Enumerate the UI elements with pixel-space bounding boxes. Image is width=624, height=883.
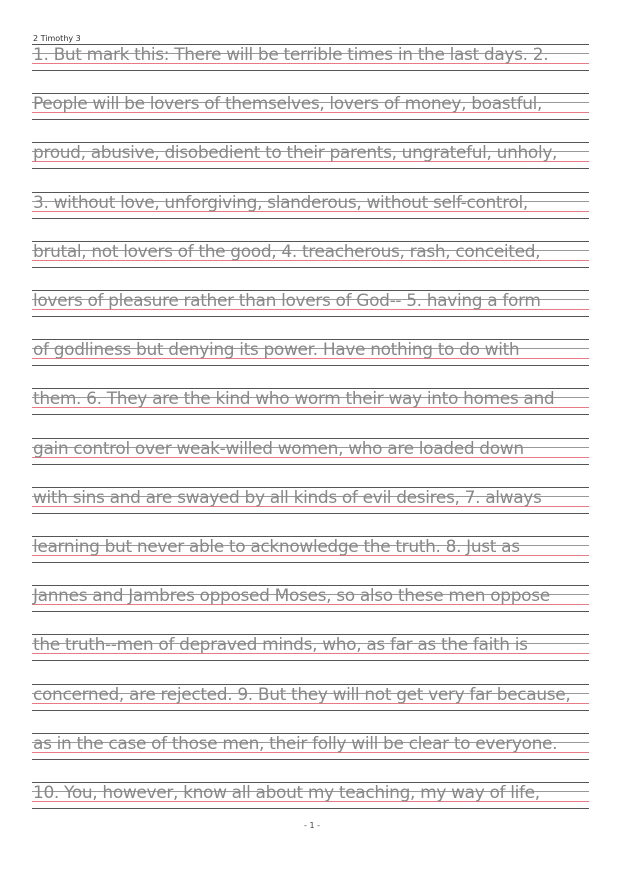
trace-text: 10. You, however, know all about my teaching, my way of life, [33,783,540,803]
trace-text: the truth--men of depraved minds, who, as far as the faith is [33,635,528,656]
practice-row [32,487,589,523]
trace-text: with sins and are swayed by all kinds of evil desires, 7. always [33,487,542,508]
trace-text: concerned, are rejected. 9. But they will not get very far because, [33,684,571,705]
trace-text: Jannes and Jambres opposed Moses, so also these men oppose [33,586,550,607]
practice-row [32,388,589,424]
ruled-guide-line [32,611,589,612]
practice-row [32,142,589,178]
trace-text: lovers of pleasure rather than lovers of God-- 5. having a form [33,291,541,311]
ruled-guide-line [32,414,589,415]
practice-row [32,241,589,277]
handwriting-practice-sheet [32,0,589,883]
ruled-guide-line [32,365,589,366]
practice-row [32,634,589,670]
ruled-guide-line [32,316,589,317]
practice-row [32,438,589,474]
practice-row [32,44,589,80]
trace-text: brutal, not lovers of the good, 4. treacherous, rash, conceited, [33,241,541,262]
practice-row [32,585,589,621]
page-number: - 1 - [304,821,320,830]
trace-text: gain control over weak-willed women, who are loaded down [33,438,524,459]
ruled-guide-line [32,218,589,219]
ruled-guide-line [32,119,589,120]
practice-row [32,192,589,228]
trace-text: them. 6. They are the kind who worm their way into homes and [33,389,555,410]
trace-text: learning but never able to acknowledge the truth. 8. Just as [33,537,520,557]
practice-row [32,93,589,129]
practice-row [32,684,589,720]
practice-row [32,290,589,326]
practice-row [32,536,589,572]
ruled-guide-line [32,513,589,514]
ruled-guide-line [32,562,589,563]
ruled-guide-line [32,660,589,661]
trace-text: 3. without love, unforgiving, slanderous, without self-control, [33,192,528,213]
trace-text: 1. But mark this: There will be terrible times in the last days. 2. [33,45,549,65]
page-header: 2 Timothy 3 [33,34,81,43]
practice-row [32,339,589,375]
trace-text: of godliness but denying its power. Have nothing to do with [33,340,520,361]
ruled-guide-line [32,267,589,268]
trace-text: as in the case of those men, their folly will be clear to everyone. [33,733,558,754]
practice-row [32,782,589,818]
practice-row [32,733,589,769]
trace-text: People will be lovers of themselves, lovers of money, boastful, [33,94,543,115]
ruled-guide-line [32,464,589,465]
ruled-guide-line [32,759,589,760]
ruled-guide-line [32,808,589,809]
ruled-guide-line [32,710,589,711]
ruled-guide-line [32,70,589,71]
trace-text: proud, abusive, disobedient to their parents, ungrateful, unholy, [33,143,558,164]
ruled-guide-line [32,168,589,169]
